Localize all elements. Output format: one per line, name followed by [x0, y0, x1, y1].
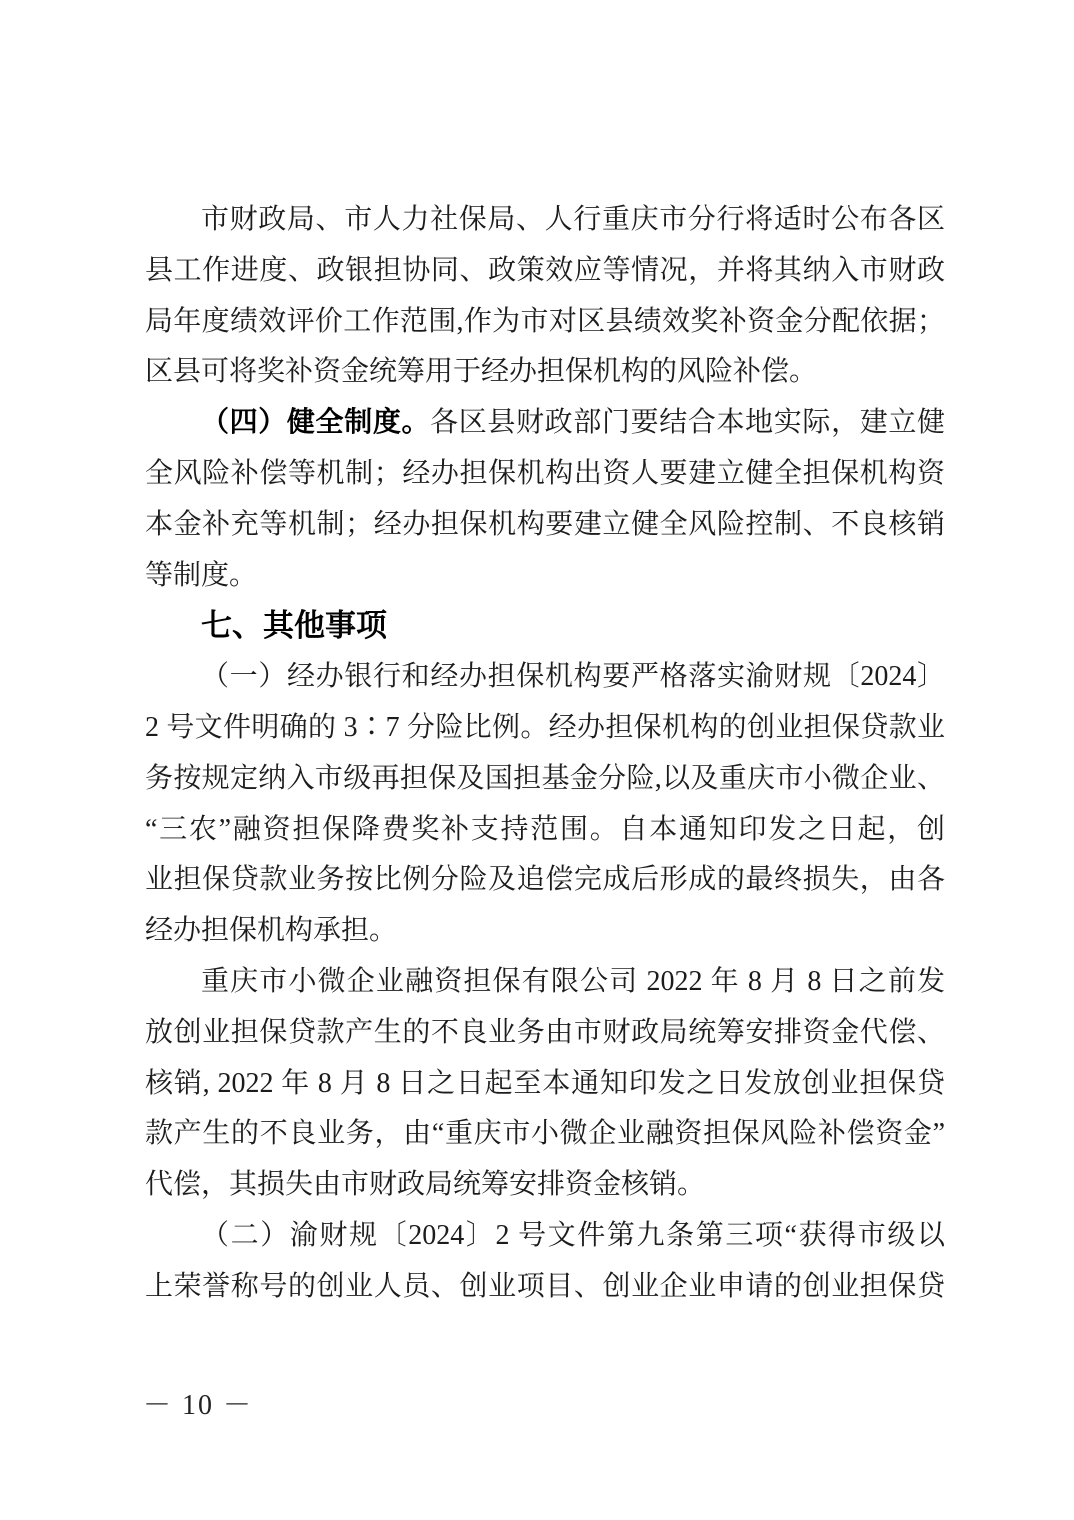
text-line: 放创业担保贷款产生的不良业务由市财政局统筹安排资金代偿、 — [145, 1016, 945, 1048]
text-line: 重庆市小微企业融资担保有限公司 2022 年 8 月 8 日之前发 — [201, 965, 945, 997]
text-line: 全风险补偿等机制；经办担保机构出资人要建立健全担保机构资 — [145, 457, 945, 489]
bold-run: （四）健全制度。 — [201, 407, 431, 439]
paragraph — [145, 957, 945, 1211]
text-line: 2 号文件明确的 3∶7 分险比例。经办担保机构的创业担保贷款业 — [145, 711, 945, 743]
text-line: 经办担保机构承担。 — [145, 915, 398, 947]
text-line: （二）渝财规〔2024〕2 号文件第九条第三项“获得市级以 — [201, 1219, 945, 1251]
text-line: 局年度绩效评价工作范围,作为市对区县绩效奖补资金分配依据； — [145, 305, 945, 337]
text-line: 业担保贷款业务按比例分险及追偿完成后形成的最终损失，由各 — [145, 864, 945, 896]
paragraph — [145, 1211, 945, 1313]
text-line: 核销, 2022 年 8 月 8 日之日起至本通知印发之日发放创业担保贷 — [145, 1067, 945, 1099]
text-line: “三农”融资担保降费奖补支持范围。自本通知印发之日起，创 — [145, 813, 945, 845]
page-number: － 10 － — [143, 1390, 254, 1421]
paragraph — [145, 398, 945, 601]
document-body — [145, 195, 945, 1313]
text-line: 本金补充等机制；经办担保机构要建立健全风险控制、不良核销 — [145, 508, 945, 540]
text-line: 上荣誉称号的创业人员、创业项目、创业企业申请的创业担保贷 — [145, 1270, 945, 1302]
text-line: 区县可将奖补资金统筹用于经办担保机构的风险补偿。 — [145, 356, 818, 388]
text-line: 县工作进度、政银担协同、政策效应等情况，并将其纳入市财政 — [145, 254, 945, 286]
text-line: 等制度。 — [145, 559, 258, 591]
text-line: 代偿，其损失由市财政局统筹安排资金核销。 — [145, 1169, 706, 1201]
text-line — [145, 398, 945, 449]
section-heading: 七、其他事项 — [201, 608, 387, 644]
text-line: （一）经办银行和经办担保机构要严格落实渝财规〔2024〕 — [201, 661, 945, 693]
text-run: 各区县财政部门要结合本地实际，建立健 — [430, 407, 945, 439]
paragraph — [145, 195, 945, 398]
text-line: 市财政局、市人力社保局、人行重庆市分行将适时公布各区 — [201, 204, 945, 235]
text-line: 款产生的不良业务，由“重庆市小微企业融资担保风险补偿资金” — [145, 1118, 945, 1150]
paragraph — [145, 652, 945, 957]
text-line: 务按规定纳入市级再担保及国担基金分险,以及重庆市小微企业、 — [145, 762, 945, 794]
